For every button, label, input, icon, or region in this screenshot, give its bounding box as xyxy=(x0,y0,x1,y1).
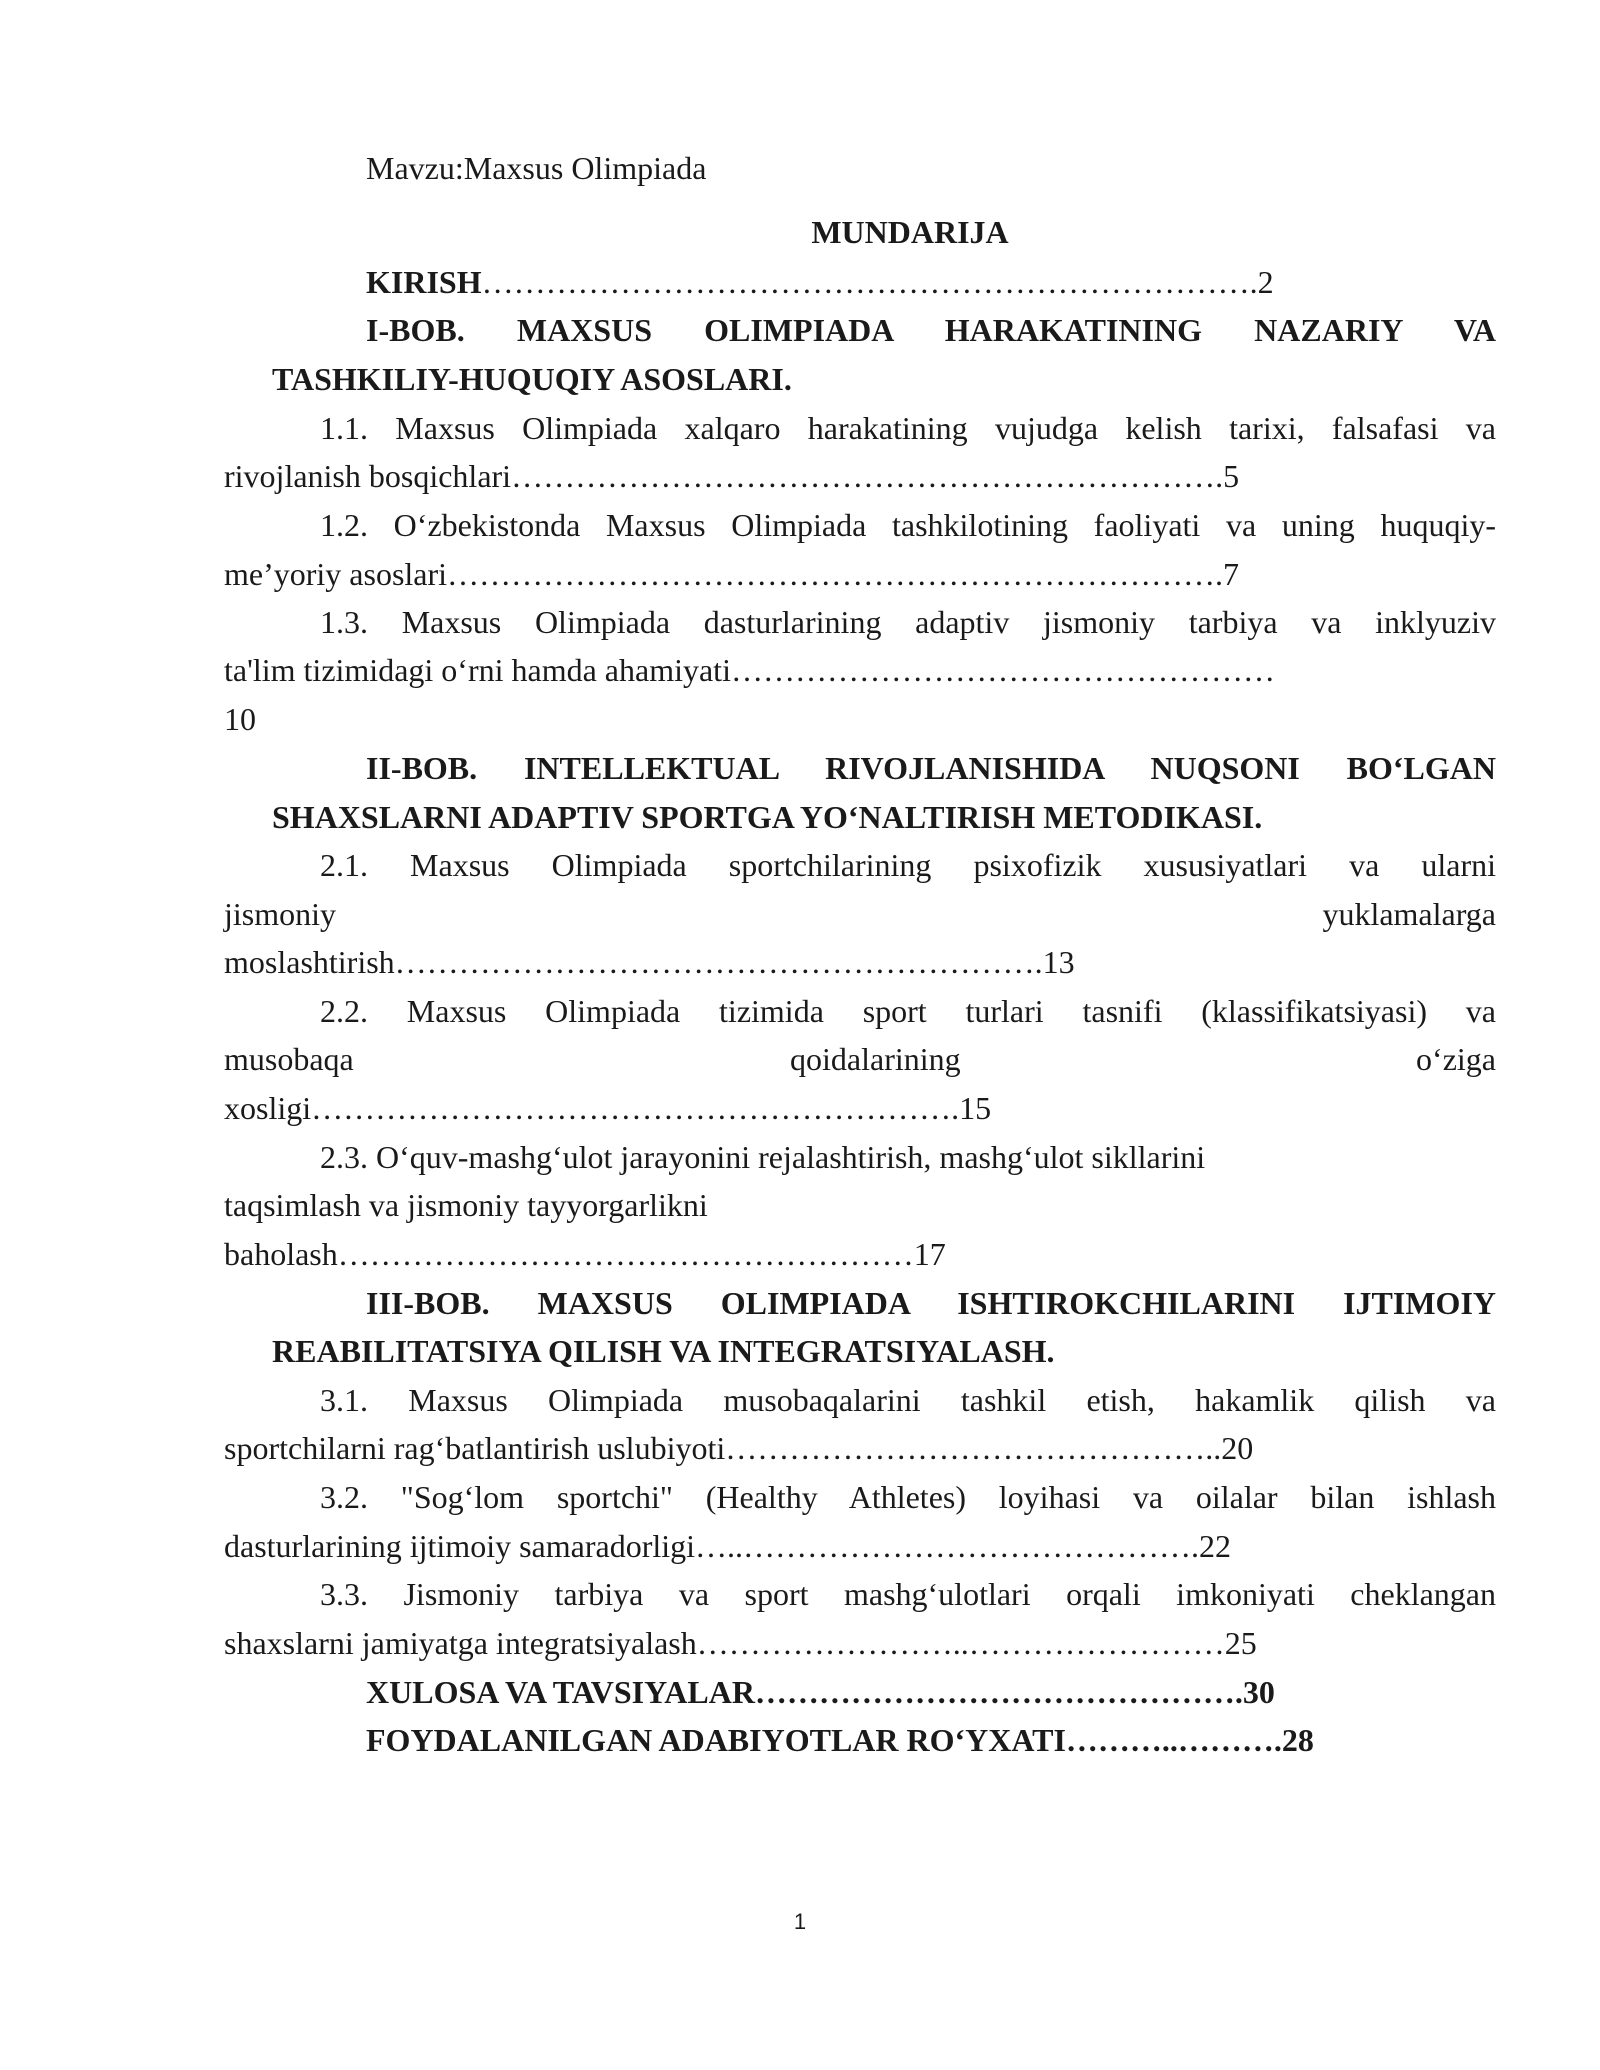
section-2-3-line1: 2.3. O‘quv-mashg‘ulot jarayonini rejalashtirish, mashg‘ulot sikllarini xyxy=(320,1139,1206,1175)
section-3-1-line2: sportchilarni rag‘batlantirish uslubiyoti………………………………………..20 xyxy=(224,1430,1254,1466)
chapter-3-title-line1: III-BOB. MAXSUS OLIMPIADA ISHTIROKCHILARINI IJTIMOIY xyxy=(366,1285,1496,1321)
toc-entry-adabiyotlar: FOYDALANILGAN ADABIYOTLAR RO‘YXATI………..……….28 xyxy=(366,1722,1314,1758)
section-3-2-line1: 3.2. "Sog‘lom sportchi" (Healthy Athletes) loyihasi va oilalar bilan ishlash xyxy=(320,1479,1496,1515)
section-2-2-line2-left: musobaqa xyxy=(224,1041,354,1077)
section-1-1-line2: rivojlanish bosqichlari………………………………………………………….5 xyxy=(224,458,1240,494)
section-1-3-page: 10 xyxy=(224,701,256,737)
section-2-2-line3: xosligi…………………………………………………….15 xyxy=(224,1090,992,1126)
kirish-label: KIRISH xyxy=(366,264,482,300)
section-1-1-line1: 1.1. Maxsus Olimpiada xalqaro harakatining vujudga kelish tarixi, falsafasi va xyxy=(320,410,1496,446)
section-3-3-line1: 3.3. Jismoniy tarbiya va sport mashg‘ulotlari orqali imkoniyati cheklangan xyxy=(320,1576,1496,1612)
kirish-dots: ………………………………………………………………. xyxy=(481,264,1258,300)
section-2-2-line2-middle: qoidalarining xyxy=(790,1041,961,1077)
toc-entry-xulosa: XULOSA VA TAVSIYALAR……………………………………….30 xyxy=(366,1674,1275,1710)
section-2-3-line2: taqsimlash va jismoniy tayyorgarlikni xyxy=(224,1187,708,1223)
section-1-2-line1: 1.2. O‘zbekistonda Maxsus Olimpiada tashkilotining faoliyati va uning huquqiy- xyxy=(320,507,1496,543)
toc-title: MUNDARIJA xyxy=(811,214,1009,250)
toc-entry-kirish xyxy=(366,262,1274,302)
chapter-2-title-line1: II-BOB. INTELLEKTUAL RIVOJLANISHIDA NUQSONI BO‘LGAN xyxy=(366,750,1496,786)
section-2-1-line2-right: yuklamalarga xyxy=(1322,896,1496,932)
chapter-1-title-line2: TASHKILIY-HUQUQIY ASOSLARI. xyxy=(272,361,792,397)
page-number: 1 xyxy=(793,1909,807,1934)
section-1-3-line1: 1.3. Maxsus Olimpiada dasturlarining adaptiv jismoniy tarbiya va inklyuziv xyxy=(320,604,1496,640)
topic-line: Mavzu:Maxsus Olimpiada xyxy=(366,150,707,186)
section-1-2-line2: me’yoriy asoslari……………………………………………………………….7 xyxy=(224,556,1240,592)
section-3-2-line2: dasturlarining ijtimoiy samaradorligi…..…………………………………….22 xyxy=(224,1528,1232,1564)
section-2-2-line2-right: o‘ziga xyxy=(1416,1041,1496,1077)
section-1-3-line2: ta'lim tizimidagi o‘rni hamda ahamiyati…………………………………………… xyxy=(224,652,1275,688)
section-2-1-line3: moslashtirish…………………………………………………….13 xyxy=(224,944,1075,980)
kirish-page: 2 xyxy=(1257,264,1274,300)
chapter-1-title-line1: I-BOB. MAXSUS OLIMPIADA HARAKATINING NAZARIY VA xyxy=(366,312,1496,348)
section-2-3-line3: baholash………………………………………………17 xyxy=(224,1236,946,1272)
section-2-1-line2-left: jismoniy xyxy=(224,896,337,932)
section-2-1-line1: 2.1. Maxsus Olimpiada sportchilarining psixofizik xususiyatlari va ularni xyxy=(320,847,1496,883)
section-3-1-line1: 3.1. Maxsus Olimpiada musobaqalarini tashkil etish, hakamlik qilish va xyxy=(320,1382,1496,1418)
chapter-2-title-line2: SHAXSLARNI ADAPTIV SPORTGA YO‘NALTIRISH METODIKASI. xyxy=(272,799,1263,835)
section-3-3-line2: shaxslarni jamiyatga integratsiyalash……………………..……………………25 xyxy=(224,1625,1257,1661)
section-2-2-line1: 2.2. Maxsus Olimpiada tizimida sport turlari tasnifi (klassifikatsiyasi) va xyxy=(320,993,1496,1029)
chapter-3-title-line2: REABILITATSIYA QILISH VA INTEGRATSIYALASH. xyxy=(272,1333,1055,1369)
